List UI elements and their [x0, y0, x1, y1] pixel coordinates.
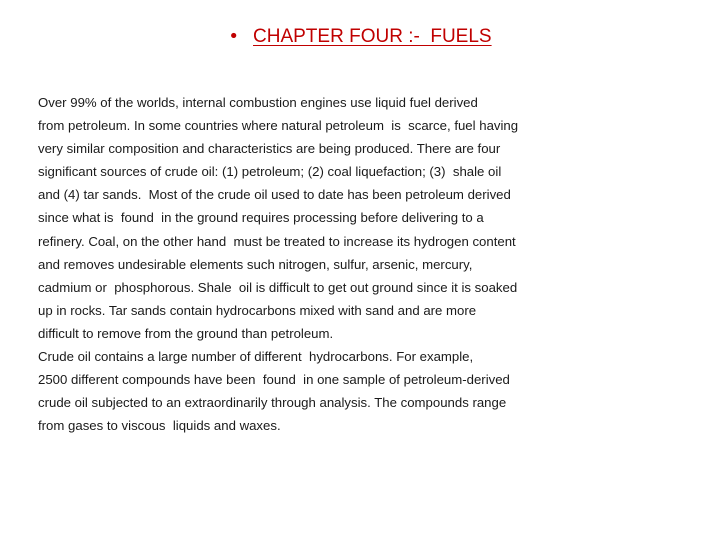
slide-title: CHAPTER FOUR :- FUELS	[253, 26, 492, 47]
body-line: Crude oil contains a large number of different hydrocarbons. For example,	[38, 349, 474, 365]
body-line: difficult to remove from the ground than petroleum.	[38, 325, 334, 341]
body-line: from gases to viscous liquids and waxes.	[38, 418, 281, 434]
body-line: and removes undesirable elements such nitrogen, sulfur, arsenic, mercury,	[38, 256, 473, 272]
body-line: refinery. Coal, on the other hand must be treated to increase its hydrogen content	[38, 233, 516, 249]
body-line: from petroleum. In some countries where natural petroleum is scarce, fuel having	[38, 118, 519, 134]
body-line: since what is found in the ground requires processing before delivering to a	[38, 210, 484, 226]
body-line: significant sources of crude oil: (1) petroleum; (2) coal liquefaction; (3) shale oil	[38, 164, 502, 180]
body-line: and (4) tar sands. Most of the crude oil used to date has been petroleum derived	[38, 187, 511, 203]
body-line: very similar composition and characteristics are being produced. There are four	[38, 141, 501, 157]
body-line: cadmium or phosphorous. Shale oil is difficult to get out ground since it is soaked	[38, 279, 518, 295]
title-bullet: •	[228, 26, 240, 47]
body-line: Over 99% of the worlds, internal combustion engines use liquid fuel derived	[38, 95, 478, 110]
body-line: up in rocks. Tar sands contain hydrocarbons mixed with sand and are more	[38, 302, 477, 318]
body-paragraph	[38, 91, 698, 437]
title-row	[0, 26, 720, 48]
body-line: crude oil subjected to an extraordinarily through analysis. The compounds range	[38, 395, 507, 411]
body-line: 2500 different compounds have been found in one sample of petroleum-derived	[38, 372, 510, 388]
